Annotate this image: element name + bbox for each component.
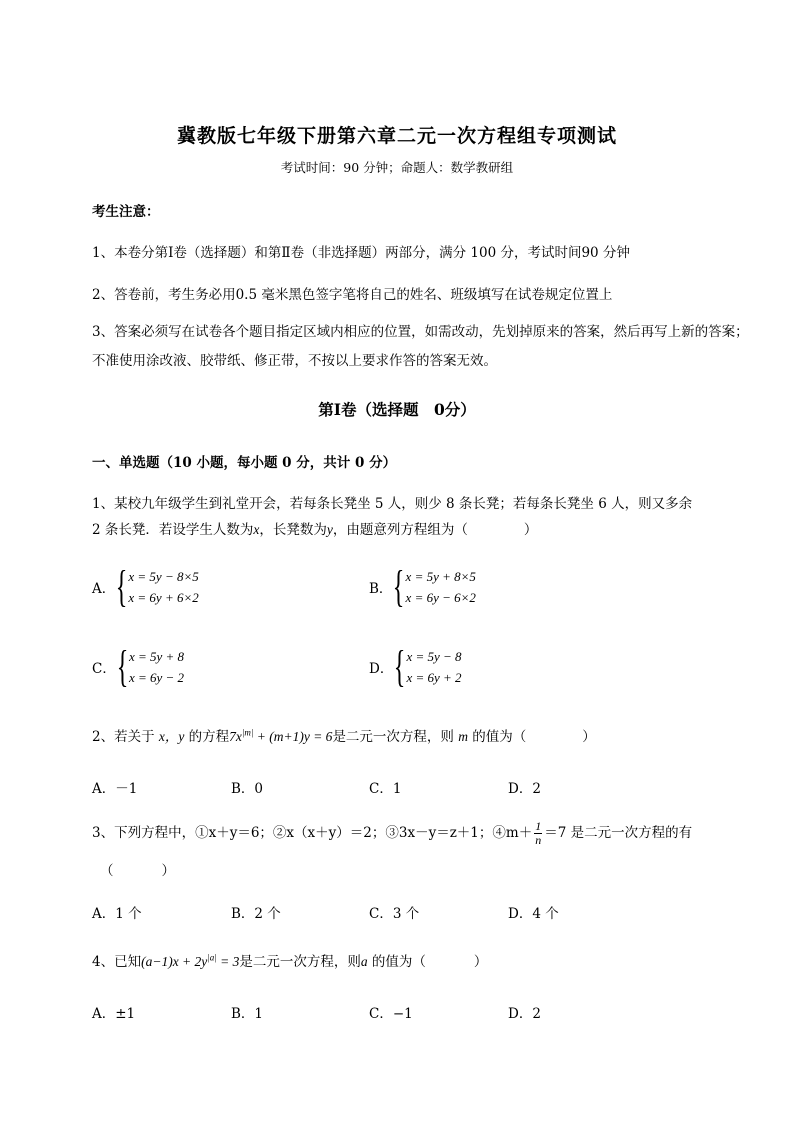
equation-2: x = 6y + 6×2 (128, 590, 199, 605)
q4-eq-exponent: |a| (207, 952, 217, 963)
q2-vars: x，y (158, 729, 185, 744)
q4-equation (141, 954, 239, 969)
q3-text-a: 3、下列方程中，①x＋y＝6；②x（x＋y）＝2；③3x－y＝z＋1；④m＋ (92, 825, 533, 841)
q4-eq-a: (a−1)x + 2y (141, 954, 208, 969)
q1-text-b: ，长凳数为 (259, 522, 327, 538)
brace-symbol: { (393, 562, 405, 611)
q2-end: 的值为（ (467, 729, 527, 745)
exam-subtitle: 考试时间：90 分钟；命题人：数学教研组 (280, 160, 514, 175)
q3-option-c[interactable]: C．3 个 (369, 906, 420, 922)
q4-option-a[interactable]: A．±1 (92, 1006, 136, 1022)
q4-close: ） (473, 954, 488, 970)
equation-system (406, 566, 476, 608)
option-label: B． (369, 581, 393, 597)
q4-var-a: a (360, 954, 368, 969)
q3-fraction (534, 820, 542, 847)
q1-option-b[interactable] (369, 562, 476, 611)
equation-system (128, 566, 198, 608)
q3-close: ） (161, 863, 175, 879)
q2-var-m: m (458, 729, 468, 744)
q2-option-a[interactable]: A．－1 (92, 781, 138, 797)
q2-equation (229, 729, 332, 744)
part-heading: 一、单选题（10 小题，每小题 0 分，共计 0 分） (92, 455, 397, 471)
q3-stem (92, 820, 692, 847)
q4-option-d[interactable]: D．2 (508, 1006, 541, 1022)
q4-option-c[interactable]: C．−1 (369, 1006, 413, 1022)
q3-line2 (100, 859, 175, 879)
notice-heading: 考生注意： (92, 204, 160, 220)
q4-end: 的值为（ (367, 954, 426, 970)
q2-eq-a: 7x (229, 729, 242, 744)
page-title: 冀教版七年级下册第六章二元一次方程组专项测试 (176, 125, 617, 147)
q1-option-c[interactable] (92, 642, 185, 691)
q3-text-b: ＝7 是二元一次方程的有 (544, 825, 693, 841)
equation-system (129, 646, 184, 688)
equation-system (406, 646, 461, 688)
q4-mid: 是二元一次方程，则 (239, 954, 361, 970)
equation-2: x = 6y − 2 (128, 670, 185, 685)
q1-line1: 1、某校九年级学生到礼堂开会，若每条长凳坐 5 人，则少 8 条长凳；若每条长凳坐 6 人，则又多余 (92, 496, 693, 512)
q2-prefix: 2、若关于 (92, 729, 159, 745)
notice-item-1: 1、本卷分第Ⅰ卷（选择题）和第Ⅱ卷（非选择题）两部分，满分 100 分，考试时间90 分钟 (92, 245, 630, 261)
q4-eq-b: = 3 (216, 954, 240, 969)
fraction-denominator: n (535, 833, 542, 847)
option-label: D． (369, 661, 394, 677)
section-title: 第Ⅰ卷（选择题 0分） (318, 400, 476, 419)
q2-close: ） (582, 729, 596, 745)
q1-option-d[interactable] (369, 642, 462, 691)
equation-1: x = 5y + 8×5 (405, 569, 476, 584)
brace-symbol: { (116, 562, 128, 611)
q1-text-c: ，由题意列方程组为（ (332, 522, 468, 538)
q2-mid: 的方程 (184, 729, 230, 745)
notice-item-2: 2、答卷前，考生务必用0.5 毫米黑色签字笔将自己的姓名、班级填写在试卷规定位置上 (92, 287, 613, 303)
q2-suffix: 是二元一次方程，则 (332, 729, 459, 745)
q1-line2 (92, 518, 537, 538)
q1-var-x: x (253, 522, 260, 537)
q3-open: （ (100, 863, 114, 879)
q2-option-c[interactable]: C．1 (369, 781, 402, 797)
q1-option-a[interactable] (92, 562, 199, 611)
q2-option-d[interactable]: D．2 (508, 781, 541, 797)
equation-1: x = 5y − 8 (406, 649, 462, 664)
brace-symbol: { (116, 642, 129, 691)
q1-var-y: y (326, 522, 333, 537)
equation-1: x = 5y − 8×5 (128, 569, 199, 584)
equation-2: x = 6y − 6×2 (405, 590, 476, 605)
equation-2: x = 6y + 2 (406, 670, 462, 685)
option-label: A． (92, 581, 116, 597)
fraction-numerator: 1 (535, 819, 542, 833)
q1-text-d: ） (523, 522, 538, 538)
q3-option-b[interactable]: B．2 个 (231, 906, 281, 922)
q4-option-b[interactable]: B．1 (231, 1006, 264, 1022)
q3-option-d[interactable]: D．4 个 (508, 906, 559, 922)
q2-eq-exponent: |m| (241, 727, 254, 738)
brace-symbol: { (394, 642, 406, 691)
q2-option-b[interactable]: B．0 (231, 781, 264, 797)
q2-eq-b: + (m+1)y = 6 (253, 729, 333, 744)
option-label: C． (92, 661, 116, 677)
q1-text-a: 2 条长凳．若设学生人数为 (92, 522, 254, 538)
equation-1: x = 5y + 8 (128, 649, 185, 664)
q3-option-a[interactable]: A．1 个 (92, 906, 142, 922)
q4-prefix: 4、已知 (92, 954, 142, 970)
q4-stem (92, 950, 487, 970)
q2-stem (92, 725, 596, 745)
notice-item-3: 3、答案必须写在试卷各个题目指定区域内相应的位置，如需改动，先划掉原来的答案，然后再写上新的答案；不准使用涂改液、胶带纸、修正带，不按以上要求作答的答案无效。 (92, 324, 749, 369)
